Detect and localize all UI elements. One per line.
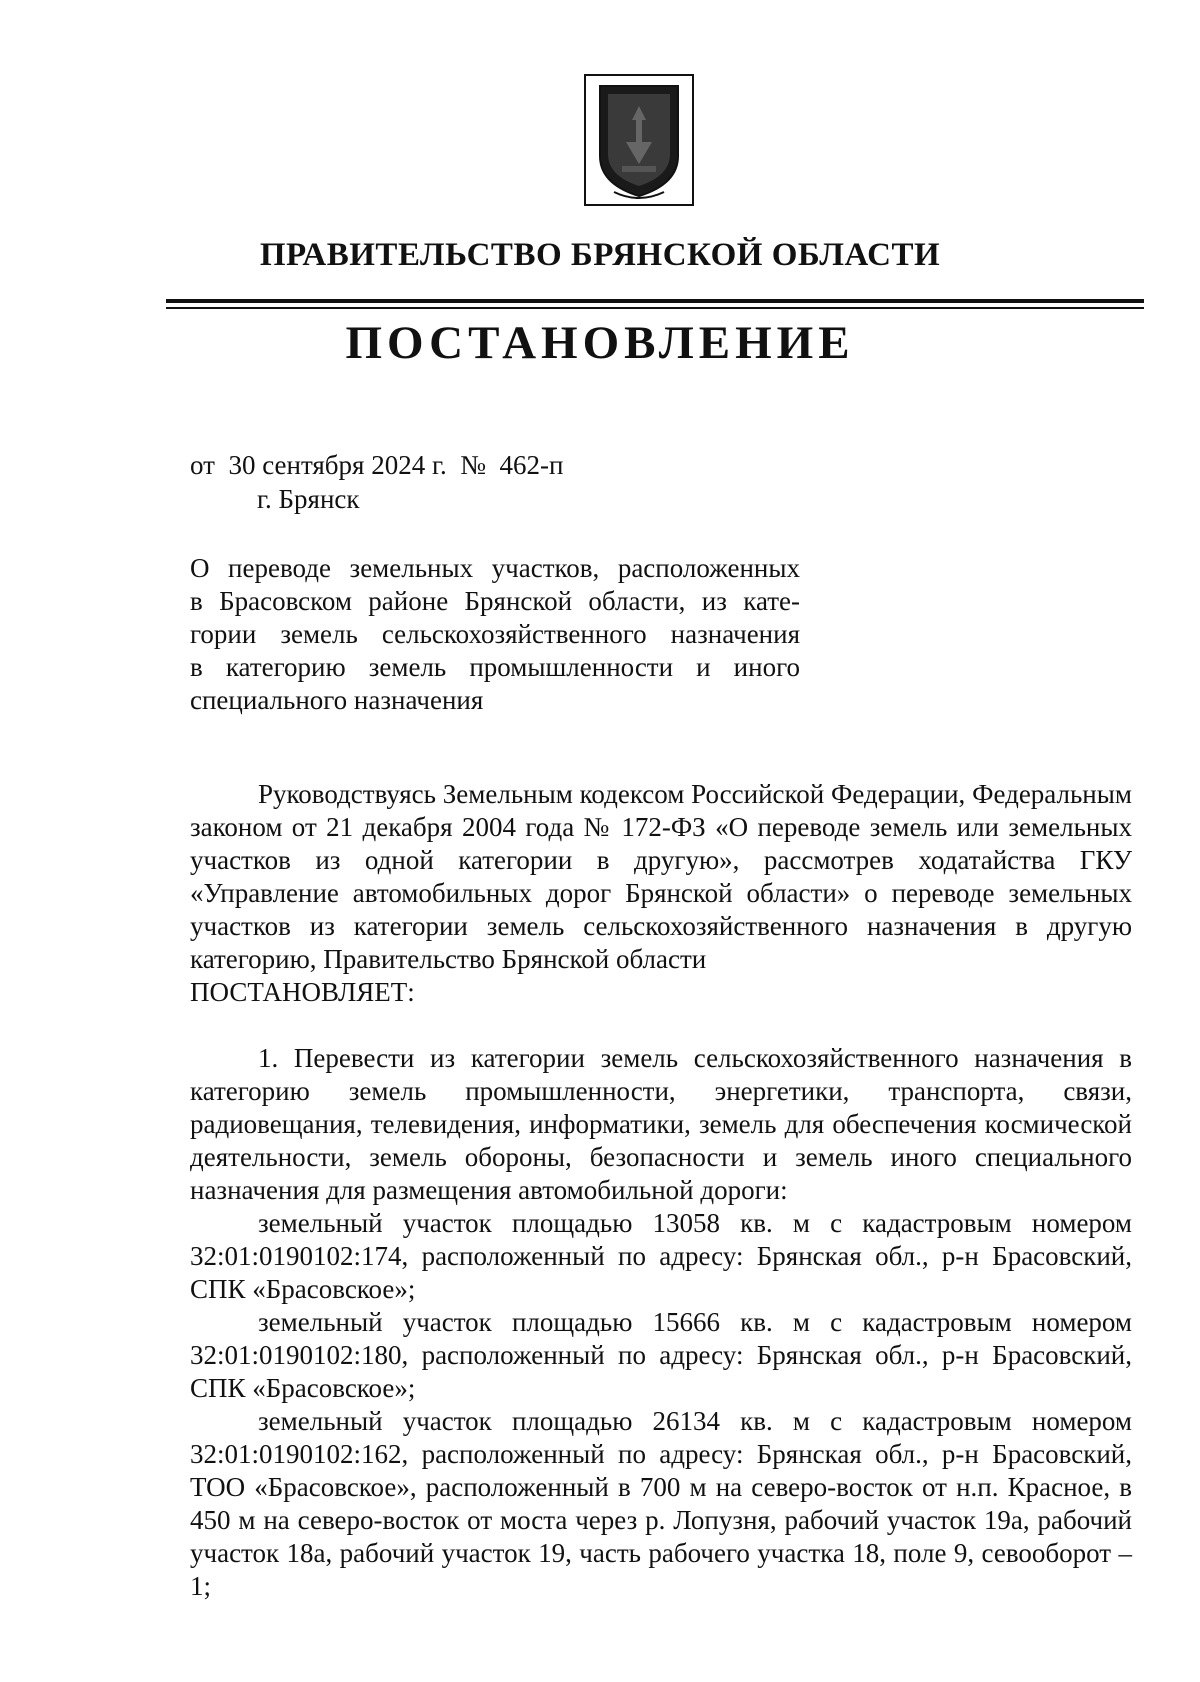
preamble-paragraph: Руководствуясь Земельным кодексом Российской Федерации, Федеральным законом от 21 декабря 2004 года № 172-ФЗ «О переводе земель или земельных участков из одной категории в другую», рассмотрев ходатайства ГКУ «Управление автомобильных дорог Брянской области» о переводе земельных участков из категории земель сельскохозяйственного назначения в другую категорию, Правительство Брянской области [190, 779, 1132, 974]
government-title: ПРАВИТЕЛЬСТВО БРЯНСКОЙ ОБЛАСТИ [259, 237, 941, 273]
document-type-title: ПОСТАНОВЛЕНИЕ [345, 317, 855, 369]
subject-line: в Брасовском районе Брянской области, из кате- [190, 586, 800, 616]
coat-of-arms-emblem [582, 72, 696, 208]
resolves-heading: ПОСТАНОВЛЯЕТ: [190, 977, 415, 1007]
land-plot-paragraph: земельный участок площадью 15666 кв. м с кадастровым номером 32:01:0190102:180, расположенный по адресу: Брянская обл., р-н Брасовский, СПК «Брасовское»; [190, 1307, 1132, 1403]
subject-line: О переводе земельных участков, расположенных [190, 553, 800, 583]
subject-line: в категорию земель промышленности и иного [190, 652, 800, 682]
item-1-paragraph: 1. Перевести из категории земель сельскохозяйственного назначения в категорию земель промышленности, энергетики, транспорта, связи, радиовещания, телевидения, информатики, земель для обеспечения космической деятельности, земель обороны, безопасности и земель иного специального назначения для размещения автомобильной дороги: [190, 1043, 1132, 1205]
land-plot-paragraph: земельный участок площадью 26134 кв. м с кадастровым номером 32:01:0190102:162, расположенный по адресу: Брянская обл., р-н Брасовский, ТОО «Брасовское», расположенный в 700 м на северо-восток от н.п. Красное, в 450 м на северо-восток от моста через р. Лопузня, рабочий участок 19а, рабочий участок 18а, рабочий участок 19, часть рабочего участка 18, поле 9, севооборот – 1; [190, 1406, 1132, 1601]
document-body [190, 778, 1132, 1603]
subject-line: специального назначения [190, 685, 484, 715]
document-dateline: от 30 сентября 2024 г. № 462-п [190, 450, 564, 480]
document-subject [190, 552, 800, 717]
header-rule-thin [166, 307, 1144, 309]
header-rule-thick [166, 299, 1144, 303]
land-plot-paragraph: земельный участок площадью 13058 кв. м с кадастровым номером 32:01:0190102:174, расположенный по адресу: Брянская обл., р-н Брасовский, СПК «Брасовское»; [190, 1208, 1132, 1304]
document-city: г. Брянск [257, 484, 360, 514]
subject-line: гории земель сельскохозяйственного назначения [190, 619, 800, 649]
paragraph-spacer [190, 1009, 1132, 1042]
